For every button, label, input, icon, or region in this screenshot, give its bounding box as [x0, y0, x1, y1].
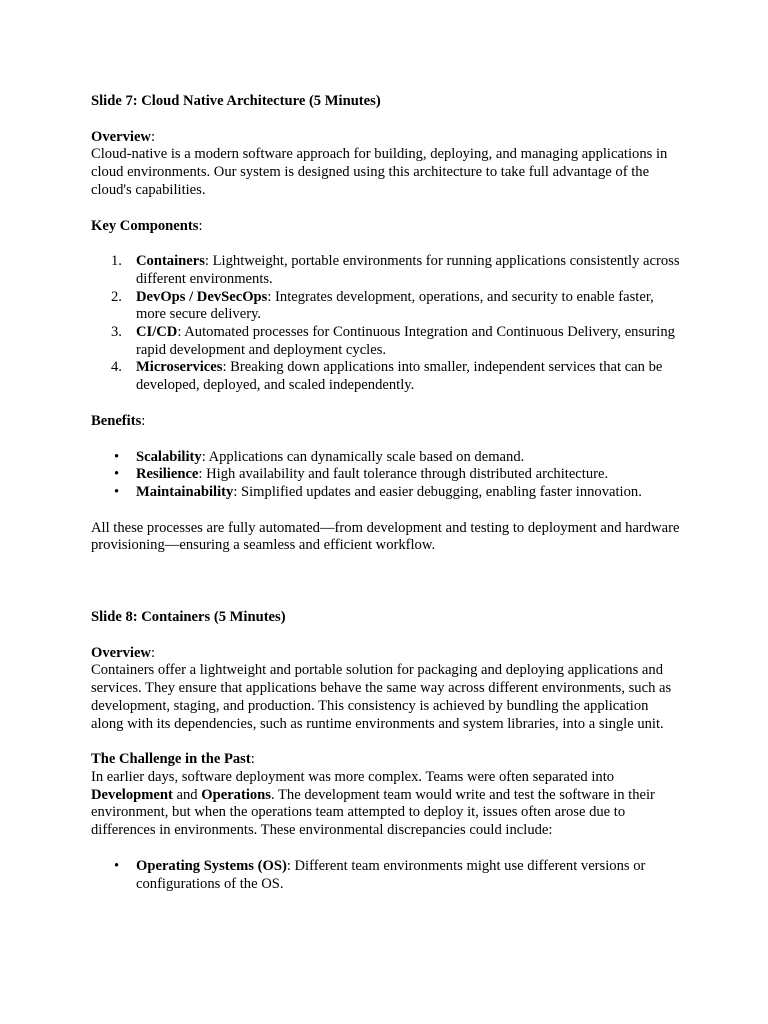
- document-page: [91, 93, 681, 893]
- component-desc: : Integrates development, operations, and security to enable faster, more secure delivery.: [136, 288, 654, 323]
- bullet-icon: •: [114, 448, 120, 465]
- slide8-overview-text: Containers offer a lightweight and portable solution for packaging and deploying applications and services. They ensure that applications behave the same way across different environments, such as development, staging, and production. This consistency is achieved by bundling the application along with its dependencies, such as runtime environments and system libraries, into a single unit.: [91, 662, 672, 732]
- list-item: [91, 359, 681, 394]
- benefit-desc: : High availability and fault tolerance through distributed architecture.: [198, 466, 609, 483]
- discrepancy-term: Operating Systems (OS): [136, 857, 287, 874]
- list-number: 3.: [111, 324, 122, 341]
- slide7-overview-text: Cloud-native is a modern software approach for building, deploying, and managing applications in cloud environments. Our system is designed using this architecture to take full advantage of the cloud's capabilities.: [91, 146, 668, 198]
- slide8-heading: Slide 8: Containers (5 Minutes): [91, 609, 286, 626]
- component-desc: : Breaking down applications into smaller, independent services that can be developed, deployed, and scaled independently.: [136, 359, 663, 394]
- key-components-list: [91, 253, 681, 395]
- component-term: Microservices: [136, 359, 223, 376]
- slide7-overview-label: Overview:: [91, 128, 156, 145]
- slide7-closing: All these processes are fully automated—from development and testing to deployment and hardware provisioning—ensuring a seamless and efficient workflow.: [91, 519, 680, 554]
- component-desc: : Lightweight, portable environments for running applications consistently across different environments.: [136, 253, 680, 287]
- component-term: CI/CD: [136, 324, 178, 341]
- list-item: [91, 484, 681, 502]
- benefit-term: Maintainability: [136, 483, 234, 500]
- list-number: 4.: [111, 359, 122, 376]
- benefit-term: Scalability: [136, 448, 202, 465]
- component-term: DevOps / DevSecOps: [136, 288, 268, 305]
- discrepancies-list: [91, 858, 681, 893]
- benefit-desc: : Applications can dynamically scale based on demand.: [201, 448, 525, 465]
- bullet-icon: •: [114, 857, 120, 874]
- benefit-term: Resilience: [136, 466, 199, 483]
- list-item: [91, 253, 681, 288]
- component-term: Containers: [136, 253, 205, 270]
- list-number: 1.: [111, 253, 122, 270]
- component-desc: : Automated processes for Continuous Integration and Continuous Delivery, ensuring rapid development and deployment cycles.: [136, 324, 675, 358]
- list-item: [91, 289, 681, 324]
- slide8-challenge-text: In earlier days, software deployment was more complex. Teams were often separated into Development and Operations. The development team would write and test the software in their environment, but when the operations team attempted to deploy it, issues often arose due to differences in environments. These environmental discrepancies could include:: [91, 768, 655, 839]
- bullet-icon: •: [114, 466, 120, 483]
- benefits-list: [91, 449, 681, 502]
- benefit-desc: : Simplified updates and easier debugging, enabling faster innovation.: [233, 483, 642, 500]
- slide7-key-components-label: Key Components:: [91, 217, 203, 234]
- list-number: 2.: [111, 288, 122, 305]
- slide8-challenge-label: The Challenge in the Past:: [91, 751, 255, 768]
- slide7-heading: Slide 7: Cloud Native Architecture (5 Minutes): [91, 93, 381, 109]
- list-item: [91, 466, 681, 484]
- list-item: [91, 324, 681, 359]
- discrepancy-desc: : Different team environments might use different versions or configurations of the OS.: [136, 857, 646, 892]
- bullet-icon: •: [114, 483, 120, 500]
- list-item: [91, 858, 681, 893]
- slide8-overview-label: Overview:: [91, 644, 156, 661]
- list-item: [91, 449, 681, 467]
- slide7-benefits-label: Benefits:: [91, 412, 146, 429]
